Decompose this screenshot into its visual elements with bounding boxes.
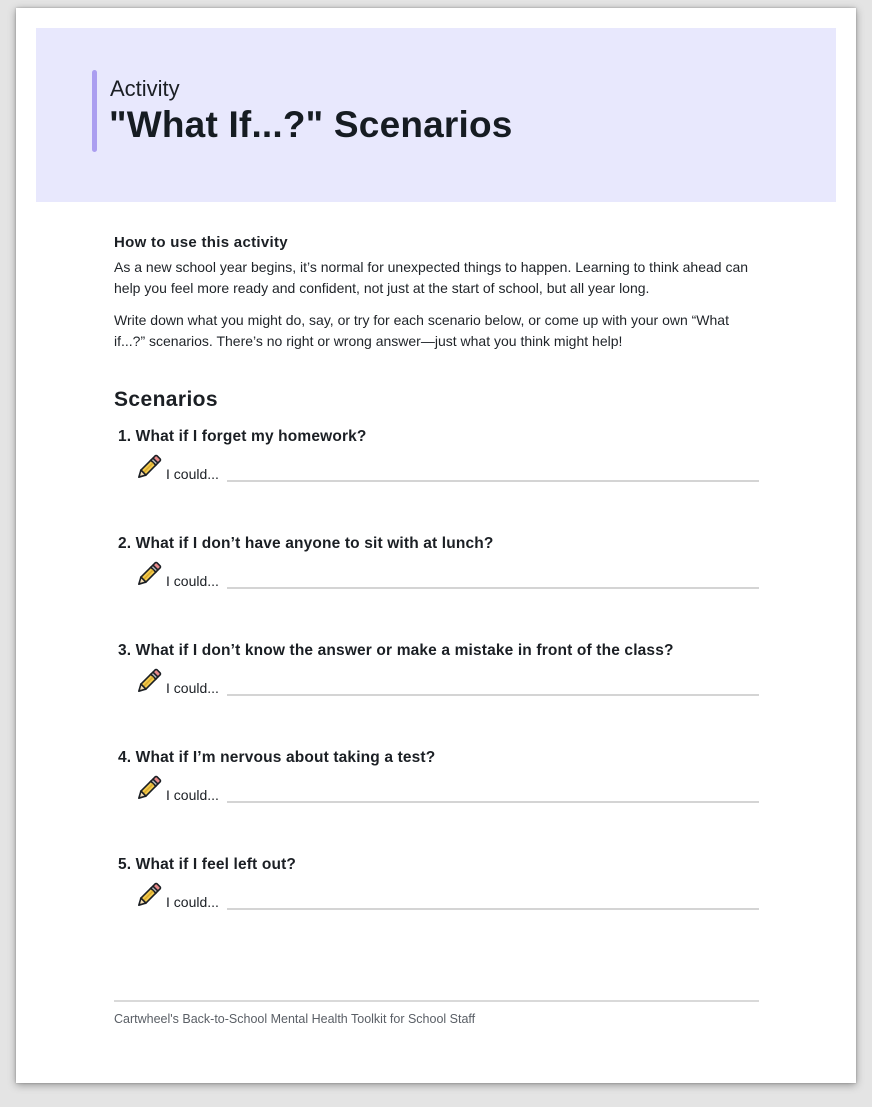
pencil-icon: [134, 668, 162, 696]
pencil-icon: [134, 775, 162, 803]
how-to-paragraph: As a new school year begins, it’s normal for unexpected things to happen. Learning to think ahead can help you feel more ready and confident, not just at the start of school, but all year long.: [114, 259, 749, 296]
scenario-question: 3. What if I don’t know the answer or make a mistake in front of the class?: [118, 642, 674, 659]
header-kicker: Activity: [110, 76, 180, 101]
scenario-question: 4. What if I’m nervous about taking a test?: [118, 749, 436, 766]
answer-row: [114, 882, 759, 910]
answer-prefix: I could...: [166, 787, 219, 803]
answer-row: [114, 775, 759, 803]
answer-row: [114, 454, 759, 482]
answer-line[interactable]: [227, 908, 759, 910]
footer-text: Cartwheel's Back-to-School Mental Health Toolkit for School Staff: [114, 1012, 476, 1026]
scenario-item: [114, 642, 759, 749]
worksheet-page: [16, 8, 856, 1083]
answer-row: [114, 668, 759, 696]
answer-line[interactable]: [227, 801, 759, 803]
answer-row: [114, 561, 759, 589]
answer-prefix: I could...: [166, 466, 219, 482]
main-content: [114, 234, 759, 963]
answer-line[interactable]: [227, 587, 759, 589]
how-to-paragraph: Write down what you might do, say, or try for each scenario below, or come up with your own “What if...?” scenarios. There’s no right or wrong answer—just what you think might help!: [114, 312, 729, 349]
pencil-icon: [134, 454, 162, 482]
page-title: "What If...?" Scenarios: [109, 104, 513, 145]
scenario-item: [114, 535, 759, 642]
footer-divider: [114, 1000, 759, 1002]
pencil-icon: [134, 882, 162, 910]
answer-line[interactable]: [227, 480, 759, 482]
scenario-item: [114, 856, 759, 963]
scenario-question: 1. What if I forget my homework?: [118, 428, 367, 445]
answer-prefix: I could...: [166, 680, 219, 696]
answer-prefix: I could...: [166, 573, 219, 589]
header-accent-bar: [92, 70, 97, 152]
scenario-list: [114, 428, 759, 963]
scenario-item: [114, 428, 759, 535]
scenarios-heading: Scenarios: [114, 388, 218, 411]
answer-prefix: I could...: [166, 894, 219, 910]
scenario-item: [114, 749, 759, 856]
how-to-heading: How to use this activity: [114, 234, 288, 251]
scenario-question: 5. What if I feel left out?: [118, 856, 296, 873]
pencil-icon: [134, 561, 162, 589]
scenario-question: 2. What if I don’t have anyone to sit with at lunch?: [118, 535, 494, 552]
answer-line[interactable]: [227, 694, 759, 696]
